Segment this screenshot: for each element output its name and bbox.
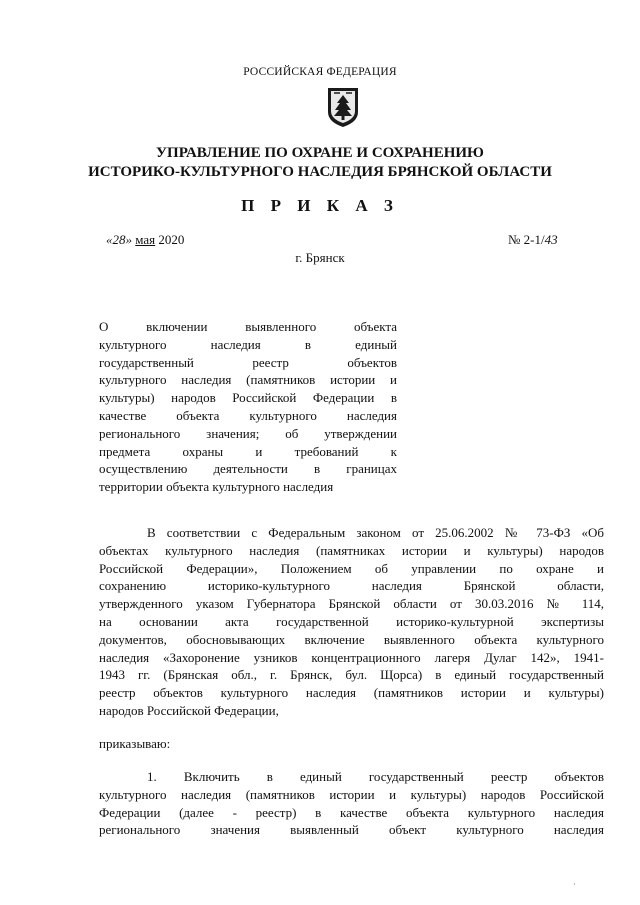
order-date: [106, 232, 184, 248]
body-line: Российской Федерации», Положением об управлении по охране и: [99, 560, 604, 576]
body-line: утвержденного указом Губернатора Брянской области от 30.03.2016 № 114,: [99, 596, 604, 612]
order-subject: [99, 318, 397, 496]
body-line: объектах культурного наследия (памятниках истории и культуры) народов: [99, 542, 604, 558]
agency-name: [0, 144, 640, 182]
order-number-handwritten: 43: [544, 232, 558, 247]
date-quote-open: «: [106, 232, 113, 247]
subject-line: культуры) народов Российской Федерации в: [99, 390, 397, 406]
date-month: мая: [135, 232, 156, 247]
subject-line: регионального значения; об утверждении: [99, 425, 397, 441]
body-line: сохранению историко-культурного наследия Брянской области,: [99, 578, 604, 594]
subject-line: государственный реестр объектов: [99, 354, 397, 370]
order-number: [508, 232, 558, 248]
agency-name-line-1: УПРАВЛЕНИЕ ПО ОХРАНЕ И СОХРАНЕНИЮ: [156, 145, 484, 161]
body-line: на основании акта государственной историко-культурной экспертизы: [99, 613, 604, 629]
date-quote-close: »: [125, 232, 132, 247]
federation-header: РОССИЙСКАЯ ФЕДЕРАЦИЯ: [243, 66, 397, 78]
subject-line: О включении выявленного объекта: [99, 319, 397, 334]
order-item-1: [99, 768, 604, 839]
item-line: регионального значения выявленный объект культурного наследия: [99, 822, 604, 838]
body-line: документов, обосновывающих включение выявленного объекта культурного: [99, 631, 604, 647]
subject-line: культурного наследия (памятников истории и: [99, 372, 397, 388]
subject-line: культурного наследия в единый: [99, 336, 397, 352]
subject-line: осуществлению деятельности в границах: [99, 461, 397, 477]
order-title: П Р И К А З: [241, 196, 399, 215]
body-line: наследия «Захоронение узников концентрационного лагеря Дулаг 142», 1941-: [99, 649, 604, 665]
order-number-prefix: № 2-1/: [508, 232, 545, 247]
item-line: 1. Включить в единый государственный реестр объектов: [147, 769, 604, 784]
scan-speck: ·: [573, 880, 576, 889]
subject-line: территории объекта культурного наследия: [99, 479, 334, 495]
coat-of-arms-icon: [326, 86, 360, 128]
body-line: 1943 гг. (Брянская обл., г. Брянск, бул. Щорса) в единый государственный: [99, 667, 604, 683]
subject-line: предмета охраны и требований к: [99, 443, 397, 459]
item-line: Федерации (далее - реестр) в качестве объекта культурного наследия: [99, 804, 604, 820]
preamble-paragraph: [99, 524, 604, 720]
city: г. Брянск: [295, 250, 345, 265]
date-year: 2020: [158, 232, 185, 247]
body-line: В соответствии с Федеральным законом от 25.06.2002 № 73-ФЗ «Об: [147, 525, 604, 540]
item-line: культурного наследия (памятников истории и культуры) народов Российской: [99, 786, 604, 802]
body-line: народов Российской Федерации,: [99, 702, 279, 718]
date-day: 28: [112, 232, 126, 247]
subject-line: качестве объекта культурного наследия: [99, 407, 397, 423]
agency-name-line-2: ИСТОРИКО-КУЛЬТУРНОГО НАСЛЕДИЯ БРЯНСКОЙ ОБЛАСТИ: [88, 164, 552, 180]
order-command: приказываю:: [99, 736, 171, 751]
body-line: реестр объектов культурного наследия (памятников истории и культуры): [99, 685, 604, 701]
